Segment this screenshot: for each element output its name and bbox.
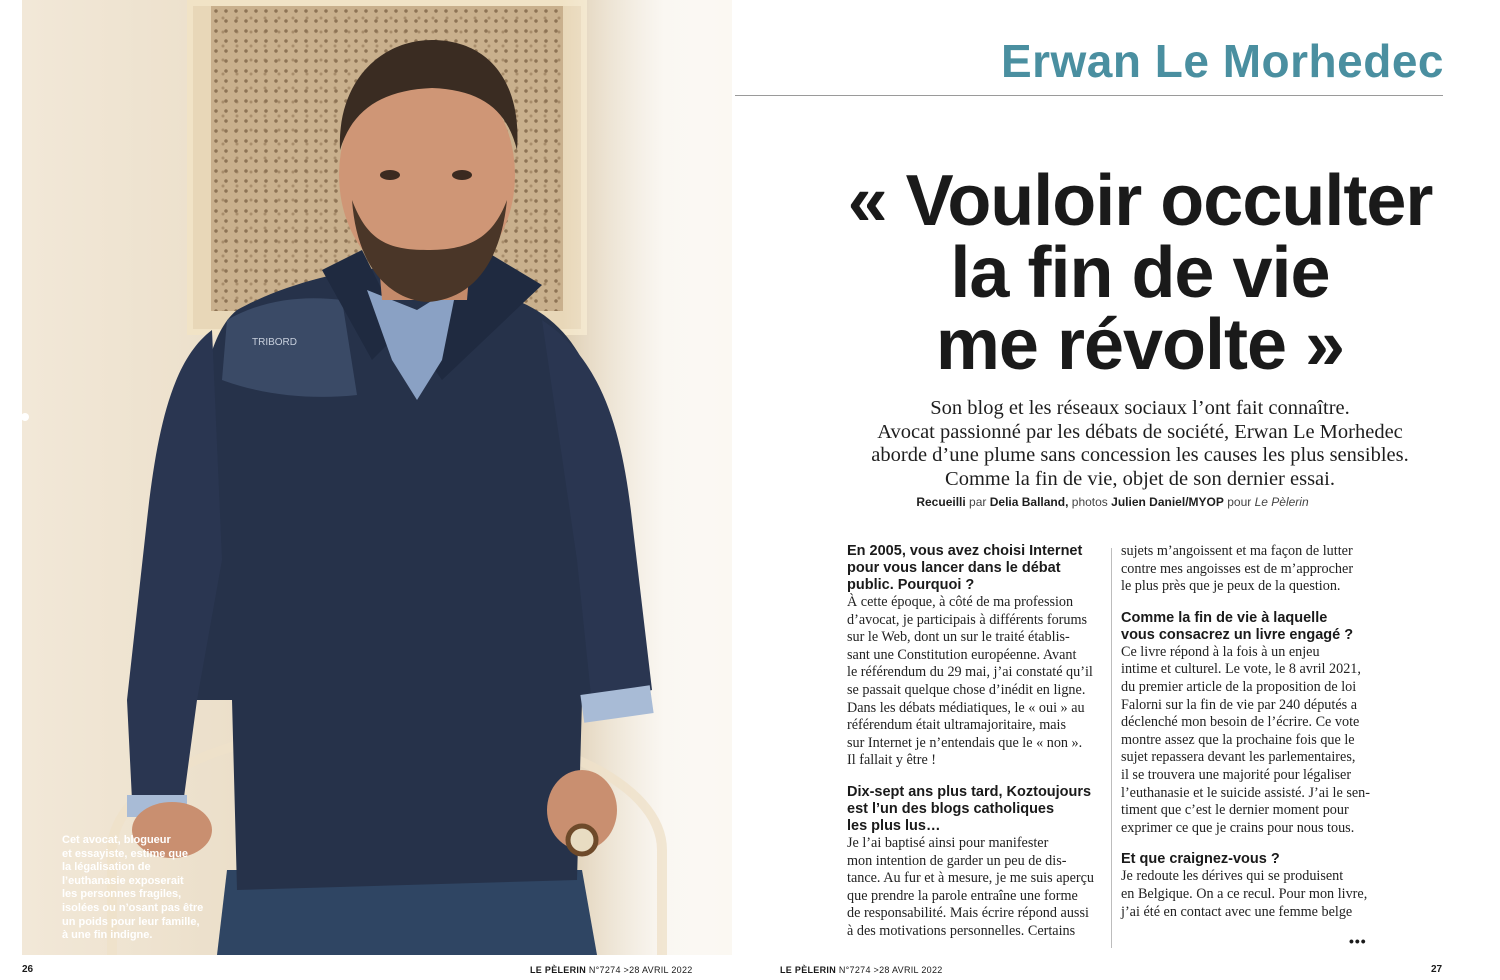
headline: « Vouloir occulter la fin de vie me révolte » xyxy=(847,161,1433,385)
byline-credits: Recueilli par Delia Balland, photos Julien Daniel/MYOP pour Le Pèlerin xyxy=(916,495,1309,509)
question-3: Comme la fin de vie à laquelle vous consacrez un livre engagé ? xyxy=(1121,609,1354,643)
portrait-photo xyxy=(22,0,732,955)
page-number-right: 27 xyxy=(1431,964,1443,975)
photo-marker-dot xyxy=(21,413,29,421)
interviewee-name: Erwan Le Morhedec xyxy=(1000,35,1444,87)
footer-right: LE PÈLERIN N°7274 >28 AVRIL 2022 xyxy=(780,965,943,975)
question-4: Et que craignez-vous ? xyxy=(1121,851,1280,868)
photo-caption: Cet avocat, blogueur et essayiste, estime que la légalisation de l’euthanasie exposerait les personnes fragiles, isolées ou n’osant pas être un poids pour leur famille, à une fin indigne. xyxy=(62,834,204,942)
page-number-left: 26 xyxy=(22,964,34,975)
answer-2-continued: sujets m’angoissent et ma façon de lutter contre mes angoisses est de m’approcher le plus près que je peux de la question. xyxy=(1121,543,1354,595)
column-divider xyxy=(1111,548,1112,948)
answer-1: À cette époque, à côté de ma profession d’avocat, je participais à différents forums sur le Web, dont un sur le traité établis- sant une Constitution européenne. Avant le référendum du 29 mai, j’ai constaté qu’il se passait quelque chose d’inédit en ligne. Dans les débats médiatiques, le « oui » au référendum était ultramajoritaire, mais sur Internet je n’entendais que le « non ». Il fallait y être ! xyxy=(847,594,1093,769)
question-1: En 2005, vous avez choisi Internet pour vous lancer dans le débat public. Pourquoi ? xyxy=(847,543,1083,593)
standfirst: Son blog et les réseaux sociaux l’ont fait connaître. Avocat passionné par les débats de société, Erwan Le Morhedec aborde d’une plume sans concession les causes les plus sensibles. Comme la fin de vie, objet de son dernier essai. xyxy=(871,397,1409,490)
article-column-1 xyxy=(847,543,1105,941)
man-figure xyxy=(22,0,732,955)
continue-marker: ••• xyxy=(1349,933,1367,949)
brand-logo: TRIBORD xyxy=(252,337,297,348)
answer-4: Je redoute les dérives qui se produisent en Belgique. On a ce recul. Pour mon livre, j’ai été en contact avec une femme belge xyxy=(1121,868,1368,920)
title-rule xyxy=(735,95,1443,96)
footer-left: LE PÈLERIN N°7274 >28 AVRIL 2022 xyxy=(530,965,693,975)
answer-2: Je l’ai baptisé ainsi pour manifester mon intention de garder un peu de dis- tance. Au fur et à mesure, je me suis aperçu que prendre la parole entraîne une forme de responsabilité. Mais écrire répond aussi à des motivations personnelles. Certains xyxy=(847,834,1094,939)
question-2: Dix-sept ans plus tard, Koztoujours est l’un des blogs catholiques les plus lus… xyxy=(847,783,1092,834)
answer-3: Ce livre répond à la fois à un enjeu intime et culturel. Le vote, le 8 avril 2021, du premier article de la proposition de loi Falorni sur la fin de vie par 240 députés a déclenché mon besoin de l’écrire. Ce vote montre assez que la prochaine fois que le sujet repassera devant les parlementaires, il se trouvera une majorité pour légaliser l’euthanasie et le suicide assisté. J’ai le sen- timent que c’est le dernier moment pour exprimer ce que je crains pour nous tous. xyxy=(1121,643,1370,836)
article-column-2 xyxy=(1121,543,1379,921)
